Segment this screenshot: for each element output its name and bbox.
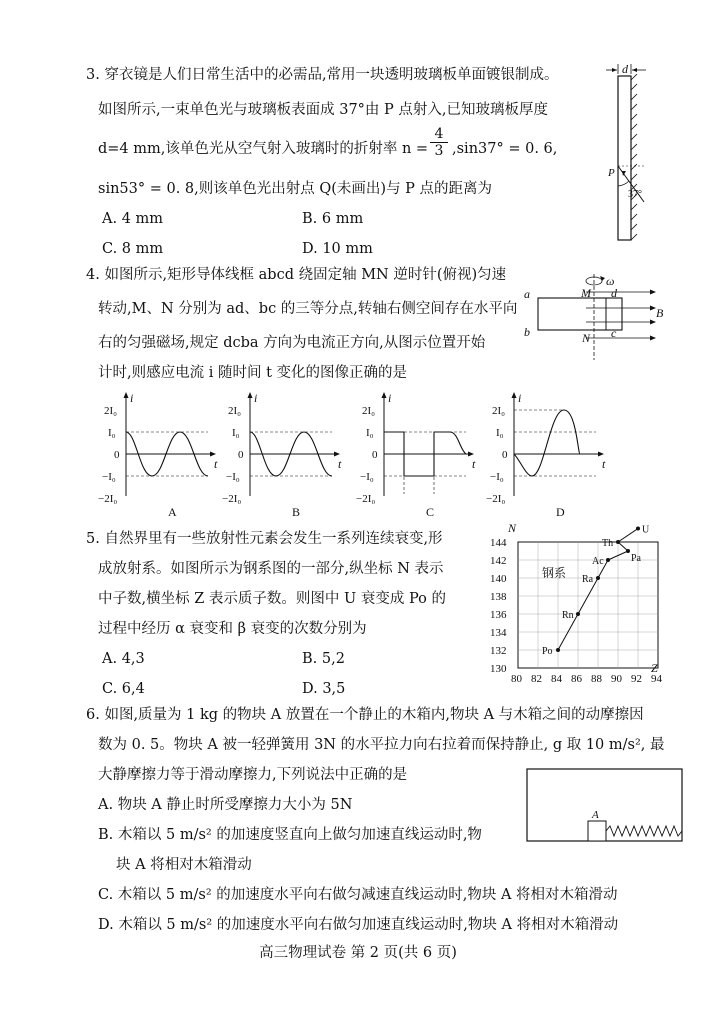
q4-b-xlabel: t bbox=[338, 457, 342, 471]
q3-p-label: P bbox=[608, 167, 615, 179]
q3-line-3b: ,sin37° = 0. 6, bbox=[452, 141, 558, 157]
q4-d-tick-0: 0 bbox=[502, 449, 508, 461]
q5-y-tick: 142 bbox=[490, 555, 507, 567]
q6-option-b-cont: 块 A 将相对木箱滑动 bbox=[116, 857, 252, 873]
q4-a-ylabel: i bbox=[130, 391, 134, 405]
q4-b-tick-i0: I₀ bbox=[232, 427, 240, 439]
q4-label-b-field: B bbox=[656, 306, 664, 320]
q4-line-3: 右的匀强磁场,规定 dcba 方向为电流正方向,从图示位置开始 bbox=[98, 335, 486, 351]
q4-coil-frame bbox=[538, 298, 622, 330]
q6-spring bbox=[606, 826, 682, 836]
q5-decay-step bbox=[618, 529, 638, 543]
q4-a-tick-i0: I₀ bbox=[108, 427, 116, 439]
q4-label-c: c bbox=[611, 326, 617, 340]
q4-a-tick-neg-2i0: −2I₀ bbox=[98, 493, 118, 505]
q4-c-tick-neg-i0: −I₀ bbox=[360, 471, 374, 483]
q4-line-4: 计时,则感应电流 i 随时间 t 变化的图像正确的是 bbox=[98, 365, 408, 381]
q5-y-tick: 134 bbox=[490, 627, 507, 639]
q5-y-tick: 130 bbox=[490, 663, 507, 675]
q5-nuclide-point bbox=[626, 549, 630, 553]
q6-line-2: 数为 0. 5。物块 A 被一轻弹簧用 3N 的水平拉力向右拉着而保持静止, g 取 10 m/s², 最 bbox=[98, 737, 665, 753]
q5-y-tick: 132 bbox=[490, 645, 507, 657]
q4-c-tick-0: 0 bbox=[372, 449, 378, 461]
q4-d-tick-i0: I₀ bbox=[496, 427, 504, 439]
q4-graph-c bbox=[356, 391, 476, 519]
q6-option-b: B. 木箱以 5 m/s² 的加速度竖直向上做匀加速直线运动时,物 bbox=[98, 827, 482, 843]
q5-chart-title: 钢系 bbox=[542, 566, 567, 580]
q4-d-ylabel: i bbox=[518, 391, 522, 405]
q4-a-xlabel: t bbox=[214, 457, 218, 471]
q3-fraction-den: 3 bbox=[434, 143, 444, 159]
q5-nuclide-label: Pa bbox=[631, 553, 641, 564]
q5-decay-step bbox=[618, 542, 628, 551]
q3-glass-plate bbox=[618, 76, 631, 240]
q5-x-tick: 82 bbox=[531, 673, 542, 685]
q4-c-xlabel: t bbox=[472, 457, 476, 471]
q3-line-1: 3. 穿衣镜是人们日常生活中的必需品,常用一块透明玻璃板单面镀银制成。 bbox=[86, 67, 559, 83]
q5-nuclide-label: Ra bbox=[582, 574, 594, 585]
q4-c-tick-neg-2i0: −2I₀ bbox=[356, 493, 376, 505]
q4-a-tick-0: 0 bbox=[114, 449, 120, 461]
q6-option-d: D. 木箱以 5 m/s² 的加速度水平向右做匀加速直线运动时,物块 A 将相对木箱滑动 bbox=[98, 917, 619, 933]
q5-nuclide-point bbox=[636, 527, 640, 531]
q5-nuclide-point bbox=[606, 558, 610, 562]
q4-d-tick-2i0: 2I₀ bbox=[492, 405, 505, 417]
q4-c-tick-2i0: 2I₀ bbox=[362, 405, 375, 417]
q5-line-1: 5. 自然界里有一些放射性元素会发生一系列连续衰变,形 bbox=[86, 531, 443, 547]
q5-x-tick: 90 bbox=[611, 673, 622, 685]
q5-nuclide-point bbox=[556, 648, 560, 652]
q5-x-tick: 88 bbox=[591, 673, 602, 685]
q4-label-d: d bbox=[611, 286, 617, 300]
q5-y-tick: 136 bbox=[490, 609, 507, 621]
q3-fraction-num: 4 bbox=[434, 126, 444, 142]
q5-nuclide-label: Rn bbox=[562, 610, 574, 621]
q5-option-b: B. 5,2 bbox=[302, 651, 345, 667]
q4-label-a: a bbox=[524, 287, 530, 301]
q4-line-2: 转动,M、N 分别为 ad、bc 的三等分点,转轴右侧空间存在水平向 bbox=[98, 301, 518, 317]
q4-a-tick-2i0: 2I₀ bbox=[104, 405, 117, 417]
q5-nuclide-point bbox=[596, 576, 600, 580]
q5-xlabel: Z bbox=[651, 661, 658, 675]
q5-nuclide-label: Th bbox=[602, 538, 614, 549]
q4-d-tick-neg-2i0: −2I₀ bbox=[486, 493, 506, 505]
q4-label-b: b bbox=[524, 325, 530, 339]
q4-b-ylabel: i bbox=[254, 391, 258, 405]
q4-c-ylabel: i bbox=[388, 391, 392, 405]
q5-line-4: 过程中经历 α 衰变和 β 衰变的次数分别为 bbox=[98, 621, 367, 637]
q5-x-tick: 80 bbox=[511, 673, 522, 685]
q5-x-tick: 94 bbox=[651, 673, 662, 685]
q5-y-tick: 138 bbox=[490, 591, 507, 603]
q4-graphs bbox=[96, 390, 606, 519]
q3-glass-figure bbox=[596, 64, 676, 244]
q5-nuclide-point bbox=[616, 540, 620, 544]
q4-d-caption: D bbox=[556, 505, 565, 519]
q5-nuclide-label: Ac bbox=[592, 556, 604, 567]
q4-d-tick-neg-i0: −I₀ bbox=[490, 471, 504, 483]
page-footer: 高三物理试卷 第 2 页(共 6 页) bbox=[259, 945, 457, 961]
q4-graph-b bbox=[222, 391, 342, 519]
q6-option-a: A. 物块 A 静止时所受摩擦力大小为 5N bbox=[98, 797, 353, 813]
q6-option-c: C. 木箱以 5 m/s² 的加速度水平向右做匀减速直线运动时,物块 A 将相对木箱滑动 bbox=[98, 887, 618, 903]
q3-line-4: sin53° = 0. 8,则该单色光出射点 Q(未画出)与 P 点的距离为 bbox=[98, 181, 493, 197]
q5-y-tick: 144 bbox=[490, 537, 507, 549]
q4-field-lines bbox=[586, 292, 654, 338]
q4-c-caption: C bbox=[426, 505, 435, 519]
q4-b-tick-neg-2i0: −2I₀ bbox=[222, 493, 242, 505]
q5-option-d: D. 3,5 bbox=[302, 681, 346, 697]
q3-angle-label: 37° bbox=[628, 189, 642, 200]
q3-fraction bbox=[430, 126, 448, 159]
q4-graph-d bbox=[486, 391, 606, 519]
q5-line-2: 成放射系。如图所示为钢系图的一部分,纵坐标 N 表示 bbox=[98, 561, 444, 577]
q4-c-tick-i0: I₀ bbox=[366, 427, 374, 439]
q5-line-3: 中子数,横坐标 Z 表示质子数。则图中 U 衰变成 Po 的 bbox=[98, 591, 446, 607]
q6-line-1: 6. 如图,质量为 1 kg 的物块 A 放置在一个静止的木箱内,物块 A 与木箱之间的动摩擦因 bbox=[86, 707, 644, 723]
q4-label-n: N bbox=[582, 331, 591, 345]
q3-option-a: A. 4 mm bbox=[102, 211, 164, 227]
q4-b-tick-2i0: 2I₀ bbox=[228, 405, 241, 417]
q6-line-3: 大静摩擦力等于滑动摩擦力,下列说法中正确的是 bbox=[98, 767, 408, 783]
q5-x-tick: 86 bbox=[571, 673, 582, 685]
q6-block-label: A bbox=[592, 809, 599, 821]
q5-nuclide-label: U bbox=[642, 524, 650, 536]
q4-b-caption: B bbox=[292, 505, 301, 519]
q3-silver-hatch bbox=[631, 74, 637, 240]
q4-b-tick-0: 0 bbox=[238, 449, 244, 461]
q4-coil-figure bbox=[520, 270, 670, 366]
q4-graph-a bbox=[98, 391, 218, 519]
q5-nuclide-point bbox=[576, 612, 580, 616]
q4-curve-d bbox=[514, 410, 580, 476]
q6-box-figure bbox=[526, 768, 684, 842]
q4-d-xlabel: t bbox=[602, 457, 606, 471]
q3-line-3: d=4 mm,该单色光从空气射入玻璃时的折射率 n = bbox=[98, 141, 429, 157]
q4-label-m: M bbox=[581, 286, 591, 300]
q3-d-label: d bbox=[622, 62, 628, 76]
q5-option-a: A. 4,3 bbox=[102, 651, 145, 667]
q4-b-tick-neg-i0: −I₀ bbox=[226, 471, 240, 483]
q5-y-tick: 140 bbox=[490, 573, 507, 585]
q3-line-2: 如图所示,一束单色光与玻璃板表面成 37°由 P 点射入,已知玻璃板厚度 bbox=[98, 102, 549, 118]
q3-option-d: D. 10 mm bbox=[302, 241, 373, 257]
q3-option-b: B. 6 mm bbox=[302, 211, 364, 227]
q3-option-c: C. 8 mm bbox=[102, 241, 164, 257]
q4-omega-label: ω bbox=[606, 274, 615, 288]
q4-a-caption: A bbox=[168, 505, 177, 519]
q5-chart-marks bbox=[490, 525, 663, 686]
q5-nuclide-label: Po bbox=[542, 646, 553, 657]
q6-block-a bbox=[588, 821, 606, 841]
q5-option-c: C. 6,4 bbox=[102, 681, 145, 697]
q4-line-1: 4. 如图所示,矩形导体线框 abcd 绕固定轴 MN 逆时针(俯视)匀速 bbox=[86, 267, 507, 283]
q5-decay-chart bbox=[490, 522, 670, 692]
q5-x-tick: 92 bbox=[631, 673, 642, 685]
q5-ylabel: N bbox=[508, 521, 517, 535]
q4-a-tick-neg-i0: −I₀ bbox=[102, 471, 116, 483]
q5-x-tick: 84 bbox=[551, 673, 562, 685]
